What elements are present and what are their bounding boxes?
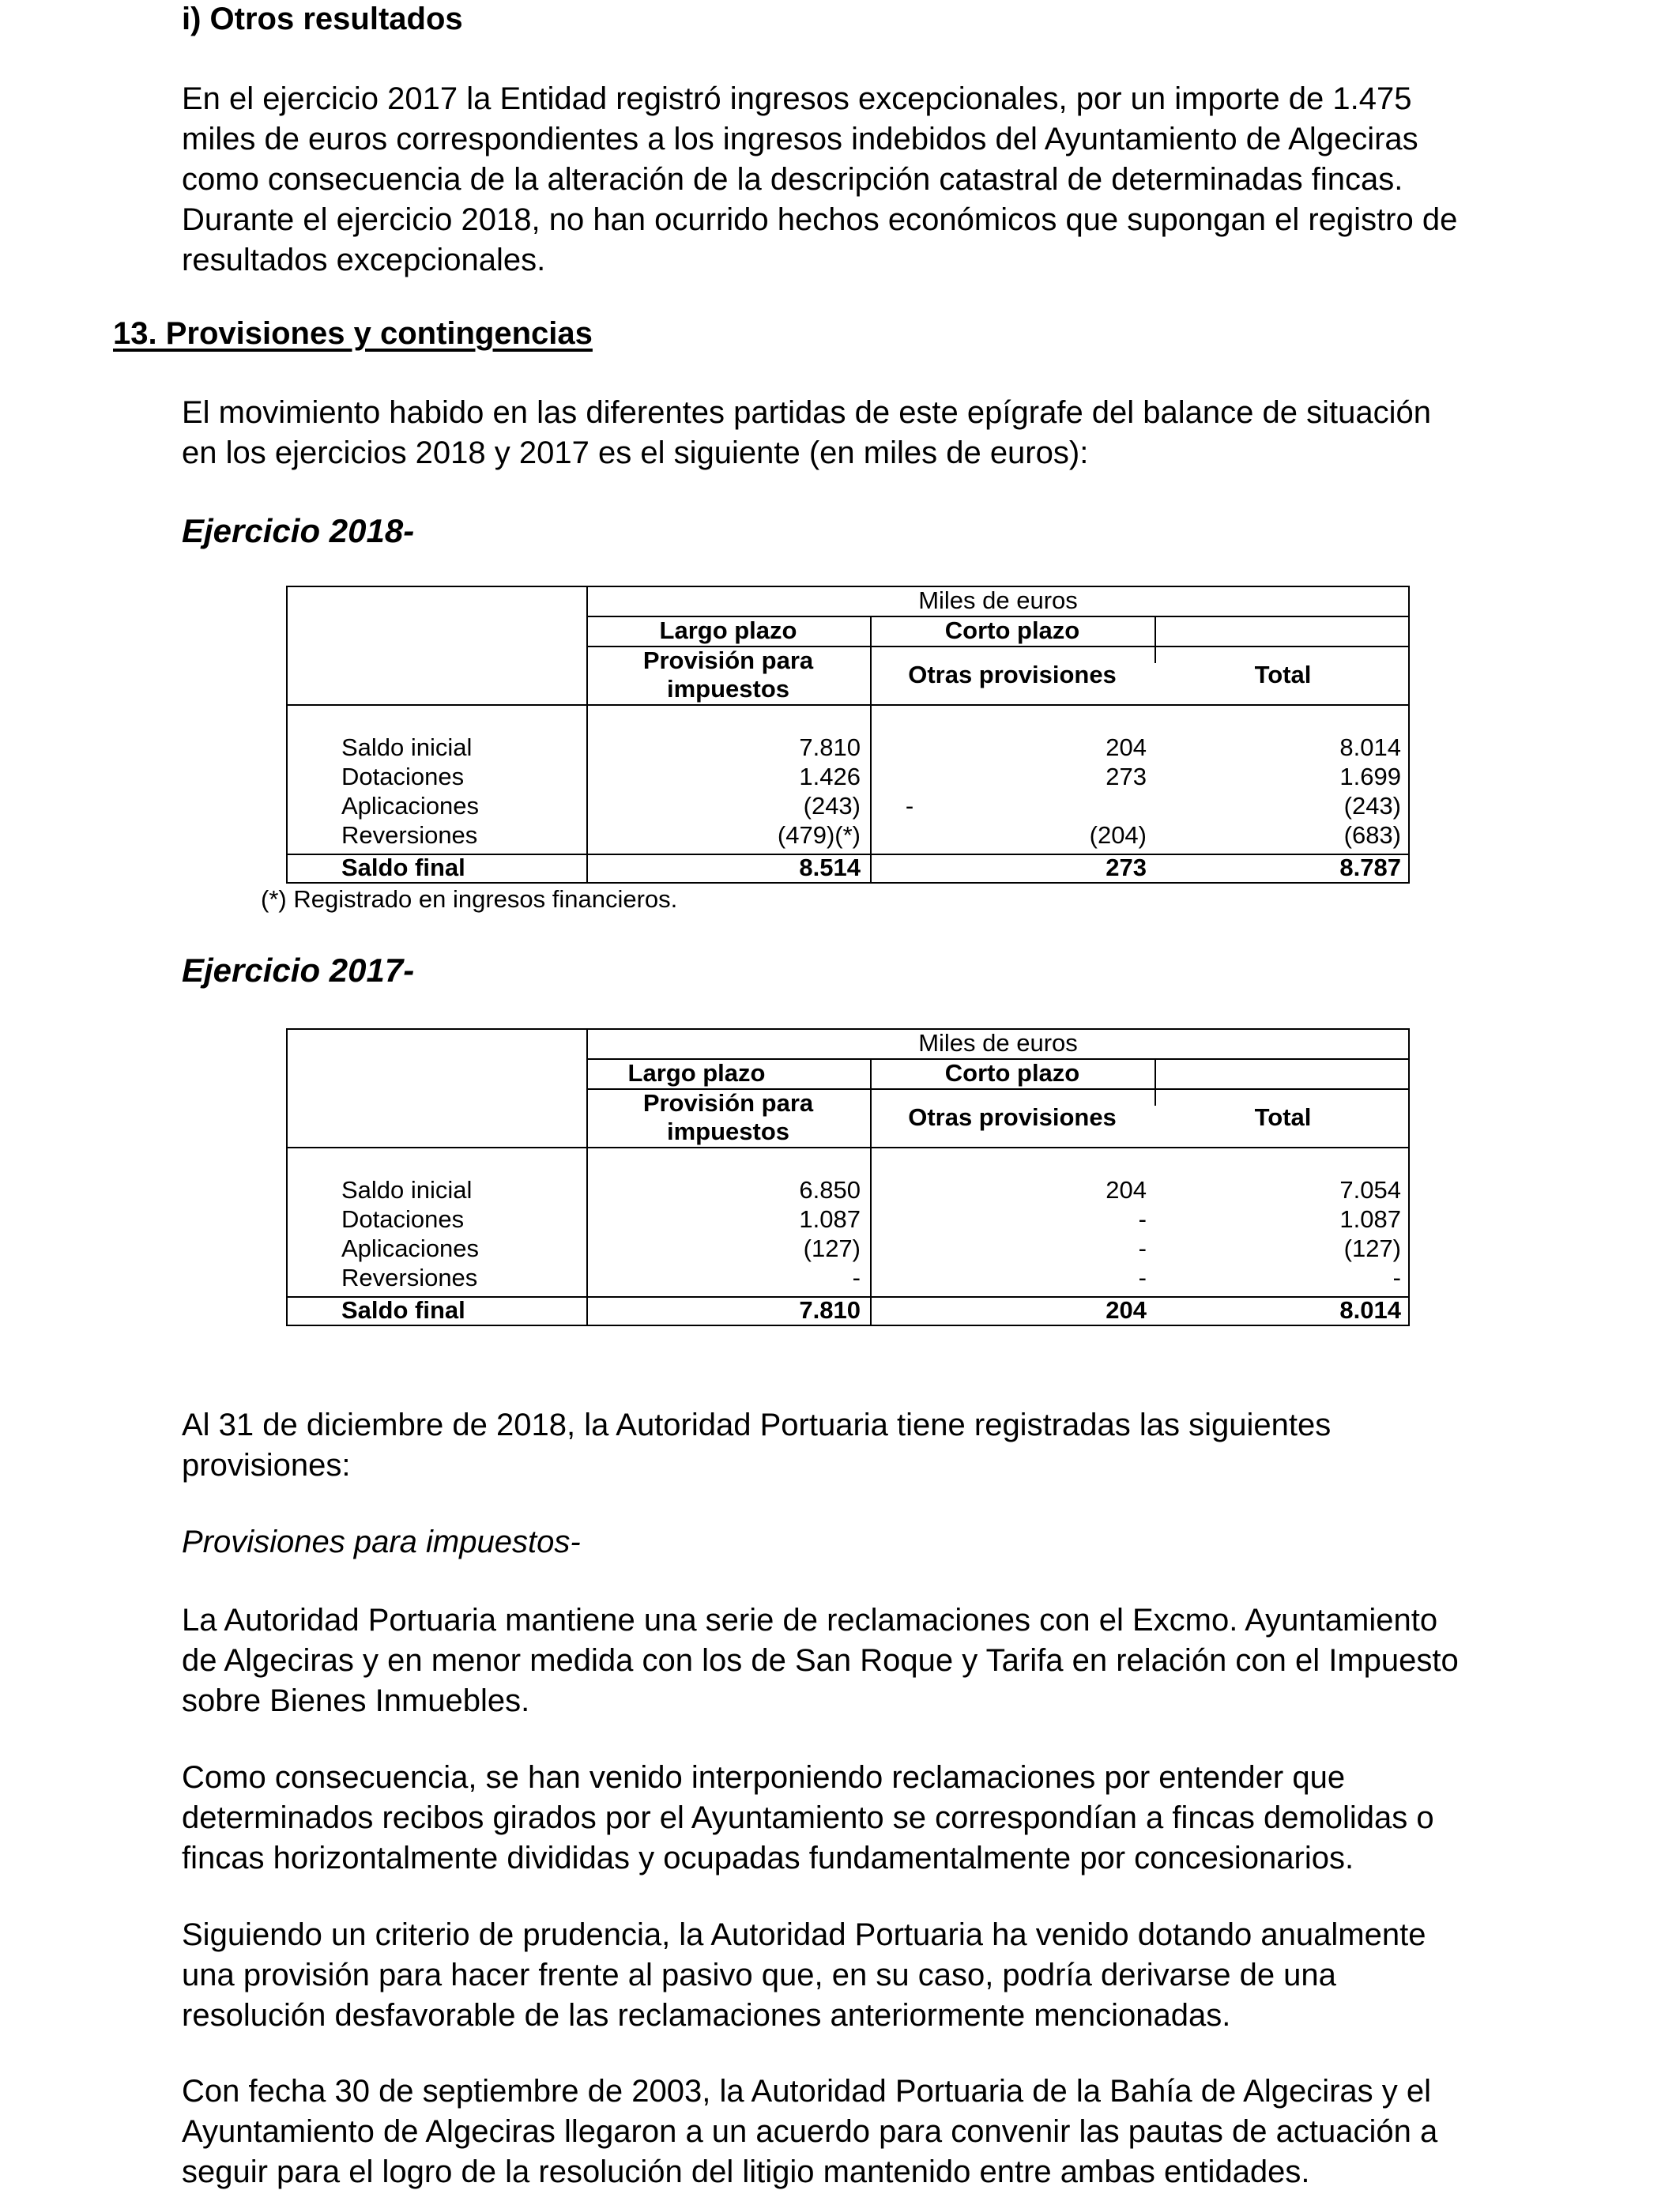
- col-header-provision: Provisión para: [642, 1089, 814, 1117]
- text-line: Ayuntamiento de Algeciras llegaron a un acuerdo para convenir las pautas de actuación a: [182, 2114, 1438, 2149]
- text-line: Al 31 de diciembre de 2018, la Autoridad Portuaria tiene registradas las siguientes: [182, 1408, 1332, 1442]
- cell-largo: -: [852, 1264, 861, 1291]
- cell-largo: 8.514: [799, 854, 861, 881]
- table-2018: [286, 586, 1410, 884]
- cell-total: 8.014: [1339, 733, 1401, 761]
- row-label: Reversiones: [341, 1264, 478, 1291]
- text-line: Siguiendo un criterio de prudencia, la Autoridad Portuaria ha venido dotando anualmente: [182, 1917, 1426, 1952]
- row-label: Dotaciones: [341, 763, 465, 790]
- text-line: resultados excepcionales.: [182, 243, 546, 277]
- closing-subheading: Provisiones para impuestos-: [182, 1525, 581, 1559]
- closing-paragraph-4: [182, 1915, 1566, 2036]
- cell-corto: -: [1138, 1205, 1147, 1233]
- cell-largo: 7.810: [799, 733, 861, 761]
- cell-largo: 6.850: [799, 1176, 861, 1204]
- cell-corto: 273: [1106, 763, 1147, 790]
- row-label: Saldo inicial: [341, 733, 473, 761]
- cell-total: 8.787: [1339, 854, 1401, 881]
- cell-corto: -: [1138, 1235, 1147, 1262]
- col-header-largo: Largo plazo: [627, 1059, 766, 1087]
- row-label: Saldo inicial: [341, 1176, 473, 1204]
- header-divider: [286, 1147, 1410, 1148]
- group-header: Miles de euros: [918, 586, 1078, 614]
- col-header-provision: Provisión para: [642, 647, 814, 674]
- section-13-intro: [182, 393, 1566, 473]
- cell-largo: 7.810: [799, 1296, 861, 1324]
- text-line: provisiones:: [182, 1448, 351, 1483]
- text-line: resolución desfavorable de las reclamaciones anteriormente mencionadas.: [182, 1998, 1231, 2033]
- text-line: en los ejercicios 2018 y 2017 es el siguiente (en miles de euros):: [182, 435, 1089, 470]
- cell-largo: (127): [803, 1235, 861, 1262]
- col-header-total: Total: [1254, 1103, 1312, 1131]
- cell-total: (243): [1343, 792, 1401, 820]
- row-label: Dotaciones: [341, 1205, 465, 1233]
- col-header-corto: Corto plazo: [944, 616, 1080, 644]
- text-line: Con fecha 30 de septiembre de 2003, la Autoridad Portuaria de la Bahía de Algeciras y el: [182, 2074, 1432, 2109]
- cell-corto: 204: [1106, 1296, 1147, 1324]
- text-line: fincas horizontalmente divididas y ocupadas fundamentalmente por concesionarios.: [182, 1841, 1354, 1875]
- table-2018-heading: Ejercicio 2018-: [182, 512, 415, 549]
- section-i-paragraph: [182, 79, 1566, 281]
- group-header: Miles de euros: [918, 1029, 1078, 1057]
- cell-corto: 204: [1106, 1176, 1147, 1204]
- cell-corto: -: [1138, 1264, 1147, 1291]
- row-label: Aplicaciones: [341, 1235, 480, 1262]
- cell-corto: (204): [1089, 821, 1147, 849]
- section-i-title: i) Otros resultados: [182, 2, 463, 36]
- cell-corto: 273: [1106, 854, 1147, 881]
- text-line: Como consecuencia, se han venido interponiendo reclamaciones por entender que: [182, 1760, 1346, 1795]
- closing-paragraph-5: [182, 2071, 1566, 2192]
- closing-paragraph-2: [182, 1600, 1566, 1721]
- text-line: miles de euros correspondientes a los ingresos indebidos del Ayuntamiento de Algeciras: [182, 122, 1418, 156]
- cell-total: (127): [1343, 1235, 1401, 1262]
- header-divider: [286, 704, 1410, 706]
- table-2017-heading: Ejercicio 2017-: [182, 952, 415, 989]
- col-header-provision: impuestos: [666, 675, 790, 703]
- text-line: Durante el ejercicio 2018, no han ocurrido hechos económicos que supongan el registro de: [182, 202, 1458, 237]
- cell-largo: 1.426: [799, 763, 861, 790]
- text-line: como consecuencia de la alteración de la descripción catastral de determinadas fincas.: [182, 162, 1403, 197]
- col-header-total: Total: [1254, 661, 1312, 688]
- text-line: una provisión para hacer frente al pasivo que, en su caso, podría derivarse de una: [182, 1958, 1336, 1992]
- cell-total: 1.087: [1339, 1205, 1401, 1233]
- column-divider: [1155, 1058, 1156, 1106]
- text-line: seguir para el logro de la resolución del litigio mantenido entre ambas entidades.: [182, 2154, 1310, 2189]
- closing-paragraph-3: [182, 1758, 1566, 1879]
- row-label: Saldo final: [341, 1296, 465, 1324]
- row-label: Reversiones: [341, 821, 478, 849]
- cell-total: -: [1392, 1264, 1401, 1291]
- cell-largo: (243): [803, 792, 861, 820]
- row-label: Saldo final: [341, 854, 465, 881]
- text-line: La Autoridad Portuaria mantiene una serie de reclamaciones con el Excmo. Ayuntamiento: [182, 1603, 1438, 1638]
- cell-total: 1.699: [1339, 763, 1401, 790]
- text-line: de Algeciras y en menor medida con los de San Roque y Tarifa en relación con el Impuesto: [182, 1643, 1459, 1678]
- col-header-provision: impuestos: [666, 1118, 790, 1145]
- column-divider: [1155, 616, 1156, 663]
- closing-paragraph-1: [182, 1405, 1566, 1486]
- col-header-otras: Otras provisiones: [908, 661, 1117, 688]
- text-line: determinados recibos girados por el Ayuntamiento se correspondían a fincas demolidas o: [182, 1800, 1434, 1835]
- text-line: sobre Bienes Inmuebles.: [182, 1683, 530, 1718]
- cell-corto: 204: [1106, 733, 1147, 761]
- section-13-title: 13. Provisiones y contingencias: [113, 316, 593, 351]
- text-line: En el ejercicio 2017 la Entidad registró ingresos excepcionales, por un importe de 1.475: [182, 81, 1412, 116]
- cell-total: (683): [1343, 821, 1401, 849]
- cell-total: 7.054: [1339, 1176, 1401, 1204]
- table-2017: [286, 1028, 1410, 1326]
- col-header-largo: Largo plazo: [659, 616, 797, 644]
- cell-largo: (479)(*): [777, 821, 861, 849]
- row-label: Aplicaciones: [341, 792, 480, 820]
- cell-corto: -: [905, 792, 914, 820]
- col-header-corto: Corto plazo: [944, 1059, 1080, 1087]
- col-header-otras: Otras provisiones: [908, 1103, 1117, 1131]
- cell-largo: 1.087: [799, 1205, 861, 1233]
- table-footnote: (*) Registrado en ingresos financieros.: [261, 885, 678, 913]
- text-line: El movimiento habido en las diferentes partidas de este epígrafe del balance de situación: [182, 395, 1431, 430]
- cell-total: 8.014: [1339, 1296, 1401, 1324]
